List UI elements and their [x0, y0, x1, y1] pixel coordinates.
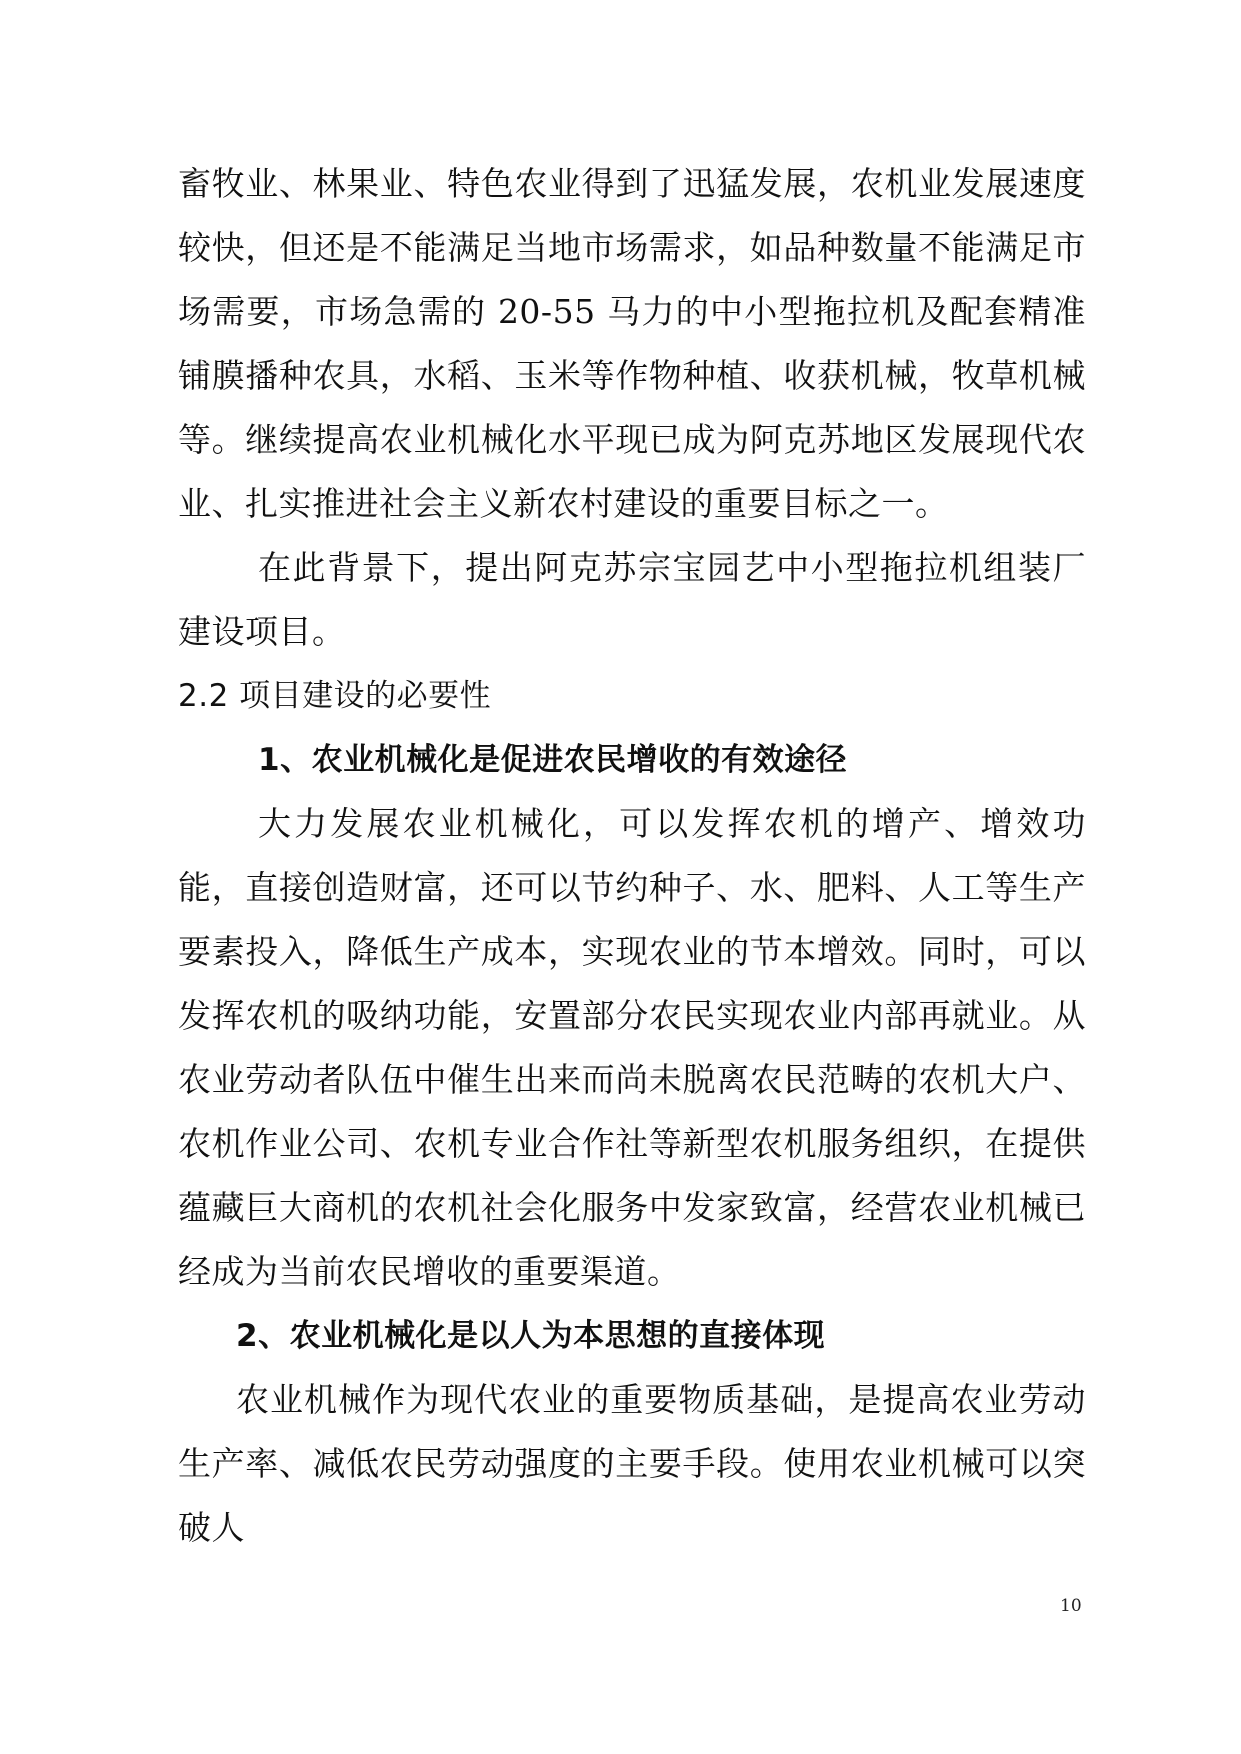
paragraph-3: 大力发展农业机械化，可以发挥农机的增产、增效功能，直接创造财富，还可以节约种子、水、肥料、人工等生产要素投入，降低生产成本，实现农业的节本增效。同时，可以发挥农机的吸纳功能，安置部分农民实现农业内部再就业。从农业劳动者队伍中催生出来而尚未脱离农民范畴的农机大户、农机作业公司、农机专业合作社等新型农机服务组织，在提供蕴藏巨大商机的农机社会化服务中发家致富，经营农业机械已经成为当前农民增收的重要渠道。 — [178, 804, 1086, 1291]
paragraph-4: 农业机械作为现代农业的重要物质基础，是提高农业劳动生产率、减低农民劳动强度的主要手段。使用农业机械可以突破人 — [178, 1380, 1086, 1547]
page-number: 10 — [1060, 1596, 1082, 1616]
paragraph-1: 畜牧业、林果业、特色农业得到了迅猛发展，农机业发展速度较快，但还是不能满足当地市场需求，如品种数量不能满足市场需要，市场急需的 20-55 马力的中小型拖拉机及配套精准铺膜播种农具，水稻、玉米等作物种植、收获机械，牧草机械等。继续提高农业机械化水平现已成为阿克苏地区发展现代农业、扎实推进社会主义新农村建设的重要目标之一。 — [178, 164, 1086, 523]
subsection-heading-2: 2、农业机械化是以人为本思想的直接体现 — [236, 1318, 826, 1354]
paragraph-2: 在此背景下，提出阿克苏宗宝园艺中小型拖拉机组装厂建设项目。 — [178, 548, 1086, 651]
body-text — [178, 152, 1086, 1560]
subsection-heading-1: 1、农业机械化是促进农民增收的有效途径 — [258, 742, 848, 778]
section-heading: 2.2 项目建设的必要性 — [178, 678, 492, 714]
